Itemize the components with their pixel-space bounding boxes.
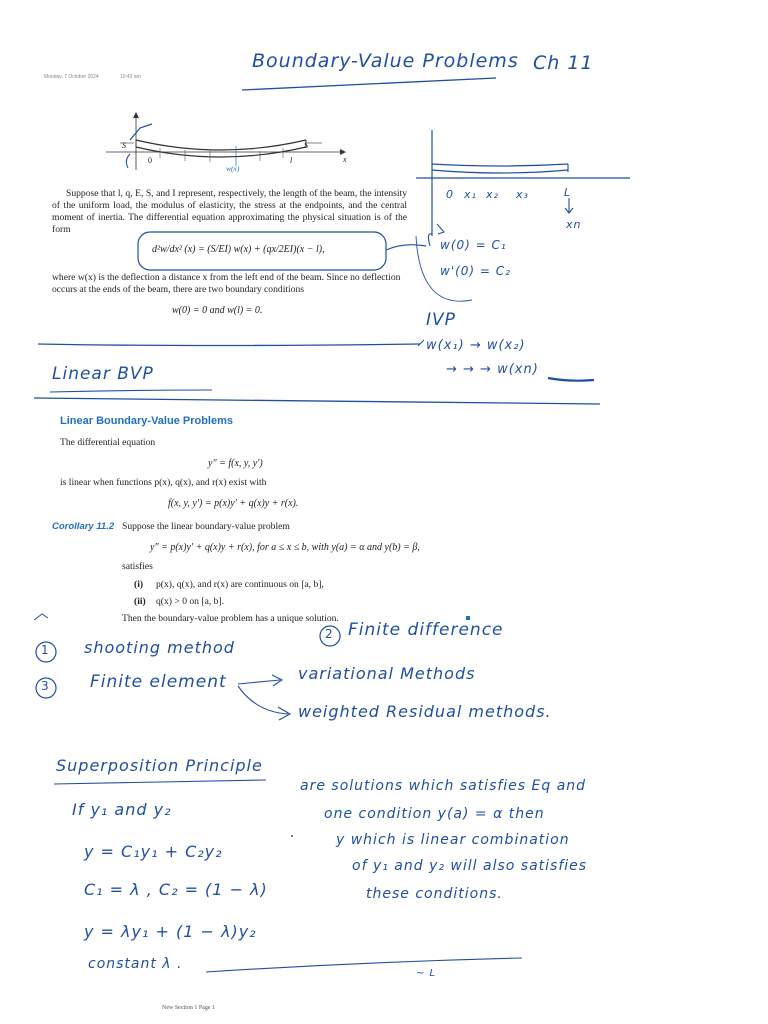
superposition-line-4: of y₁ and y₂ will also satisfies	[352, 858, 588, 874]
linear-bvp-note: Linear BVP	[52, 364, 154, 384]
section-intro: The differential equation	[60, 437, 156, 448]
grid-label-x2: x₂	[486, 188, 499, 201]
corollary-text: Suppose the linear boundary-value problem	[122, 521, 290, 532]
corollary-equation: y″ = p(x)y′ + q(x)y + r(x), for a ≤ x ≤ b, with y(a) = α and y(b) = β,	[150, 542, 420, 553]
satisfies-text: satisfies	[122, 561, 153, 572]
beam-label-x: x	[343, 155, 347, 164]
superposition-constant: constant λ .	[88, 956, 183, 972]
method-1-number: 1	[41, 643, 50, 657]
linear-when-text: is linear when functions p(x), q(x), and r(x) exist with	[60, 477, 267, 488]
initial-condition-1: w(0) = C₁	[440, 238, 507, 252]
method-3-number: 3	[41, 679, 50, 693]
grid-label-xn: xn	[566, 218, 582, 231]
boundary-conditions: w(0) = 0 and w(l) = 0.	[172, 305, 263, 316]
superposition-line-2: one condition y(a) = α then	[324, 806, 545, 822]
beam-label-zero: 0	[148, 156, 152, 165]
conclusion-text: Then the boundary-value problem has a unique solution.	[122, 613, 339, 624]
condition-ii: q(x) > 0 on [a, b].	[156, 596, 225, 607]
page-footer: New Section 1 Page 1	[162, 1005, 215, 1011]
section-title: Linear Boundary-Value Problems	[60, 415, 233, 427]
superposition-lambda-form: y = λy₁ + (1 − λ)y₂	[84, 922, 257, 941]
superposition-coefficients: C₁ = λ , C₂ = (1 − λ)	[84, 880, 268, 899]
superposition-line-3: y which is linear combination	[336, 832, 570, 848]
method-3: Finite element	[90, 672, 227, 692]
general-ode: y″ = f(x, y, y′)	[208, 458, 263, 469]
method-3-weighted-residual: weighted Residual methods.	[298, 702, 552, 721]
ivp-line-2: → → → w(xn)	[446, 362, 539, 377]
method-3-variational: variational Methods	[298, 664, 476, 683]
ivp-label: IVP	[426, 310, 456, 330]
superposition-line-1a: If y₁ and y₂	[72, 800, 172, 819]
superposition-combination: y = C₁y₁ + C₂y₂	[84, 842, 223, 861]
condition-i-label: (i)	[134, 579, 144, 590]
page-title: Boundary-Value Problems	[252, 50, 519, 72]
note-time: 10:43 am	[120, 74, 141, 80]
chapter-label: Ch 11	[533, 52, 594, 74]
grid-label-l: L	[564, 186, 572, 199]
method-1: shooting method	[84, 638, 235, 657]
beam-label-s-left: S	[122, 141, 126, 150]
superposition-line-1b: are solutions which satisfies Eq and	[300, 778, 587, 794]
ivp-line-1: w(x₁) → w(x₂)	[426, 338, 526, 353]
method-2-number: 2	[325, 627, 334, 641]
textbook-paragraph-2: where w(x) is the deflection a distance x from the left end of the beam. Since no deflection occurs at the ends of the beam, there are two boundary conditions	[52, 272, 401, 295]
condition-i: p(x), q(x), and r(x) are continuous on [a, b],	[156, 579, 324, 590]
grid-label-0: 0	[446, 188, 454, 201]
grid-label-x1: x₁	[464, 188, 477, 201]
linear-form-equation: f(x, y, y′) = p(x)y′ + q(x)y + r(x).	[168, 498, 299, 509]
grid-label-x3: x₃	[516, 188, 529, 201]
beam-equation: d²w/dx² (x) = (S/EI) w(x) + (qx/2EI)(x − l),	[152, 244, 325, 255]
initial-condition-2: w'(0) = C₂	[440, 264, 511, 278]
method-2: Finite difference	[348, 620, 504, 640]
superposition-tail-mark: ~ L	[416, 968, 437, 979]
note-date: Monday, 7 October 2024	[44, 74, 99, 80]
condition-ii-label: (ii)	[134, 596, 146, 607]
beam-label-l: l	[290, 156, 293, 165]
corollary-label: Corollary 11.2	[52, 521, 115, 532]
beam-label-wx: w(x)	[226, 164, 240, 173]
textbook-paragraph-1: Suppose that l, q, E, S, and I represent, respectively, the length of the beam, the intensity of the uniform load, the modulus of elasticity, the stress at the endpoints, and the central moment of inertia. The differential equation approximating the physical situation is of the form	[52, 188, 407, 235]
superposition-title: Superposition Principle	[56, 756, 263, 775]
superposition-line-5: these conditions.	[366, 886, 503, 902]
beam-diagram	[106, 112, 346, 170]
beam-label-s-right: S	[304, 141, 308, 150]
